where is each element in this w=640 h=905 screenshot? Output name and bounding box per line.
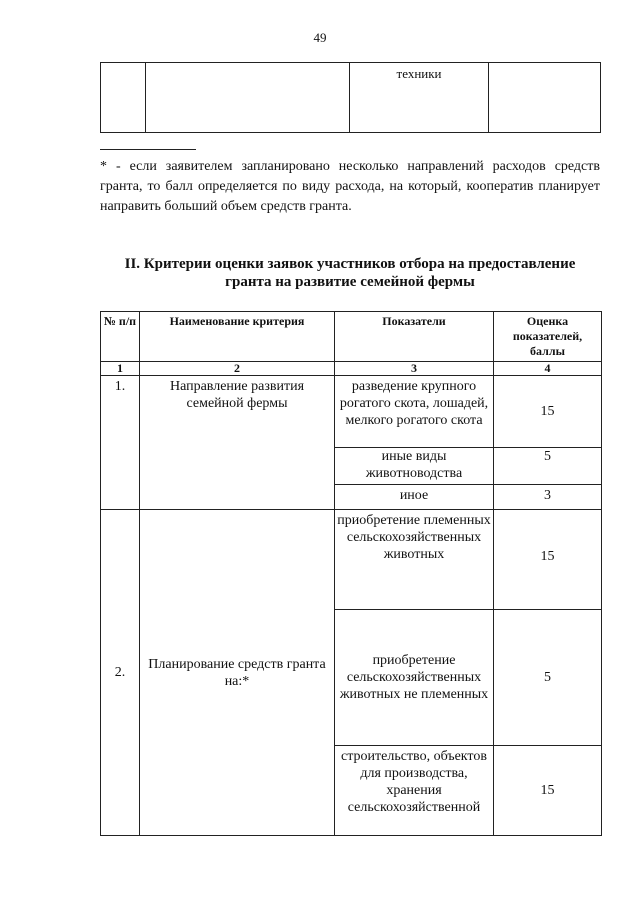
table-cell (145, 63, 350, 133)
table-cell (488, 63, 600, 133)
column-number: 2 (140, 362, 335, 376)
indicator: приобретение сельскохозяйственных животных не племенных (335, 610, 494, 746)
column-number: 3 (335, 362, 494, 376)
score: 15 (494, 746, 602, 836)
section-title-line2: гранта на развитие семейной фермы (225, 274, 475, 290)
score: 5 (494, 610, 602, 746)
header-name: Наименование критерия (140, 312, 335, 362)
header-num: № п/п (101, 312, 140, 362)
section-title-line1: II. Критерии оценки заявок участников отбора на предоставление (124, 256, 576, 272)
column-number: 4 (494, 362, 602, 376)
indicator: разведение крупного рогатого скота, лошадей, мелкого рогатого скота (335, 376, 494, 448)
indicator: строительство, объектов для производства, хранения сельскохозяйственной (335, 746, 494, 836)
table-row (101, 510, 602, 610)
criterion-name: Направление развития семейной фермы (140, 376, 335, 510)
row-num: 1. (101, 376, 140, 510)
header-score: Оценка показателей, баллы (494, 312, 602, 362)
table-header-row (101, 312, 602, 362)
indicator: иное (335, 485, 494, 510)
header-indicators: Показатели (335, 312, 494, 362)
column-number: 1 (101, 362, 140, 376)
criteria-table (100, 311, 602, 836)
table-cell (101, 63, 146, 133)
footnote: * - если заявителем запланировано несколько направлений расходов средств гранта, то балл определяется по виду расхода, на который, кооператив планирует направить больший объем средств гранта. (100, 159, 600, 214)
indicator: иные виды животноводства (335, 448, 494, 485)
footnote-separator (100, 149, 196, 150)
table-cell-technique: техники (350, 63, 488, 133)
score: 15 (494, 376, 602, 448)
section-title (100, 255, 600, 291)
column-number-row (101, 362, 602, 376)
continued-table (100, 62, 601, 133)
table-row (101, 376, 602, 448)
score: 5 (494, 448, 602, 485)
indicator: приобретение племенных сельскохозяйственных животных (335, 510, 494, 610)
page-number: 49 (313, 30, 327, 45)
score: 3 (494, 485, 602, 510)
score: 15 (494, 510, 602, 610)
criterion-name: Планирование средств гранта на:* (140, 510, 335, 836)
row-num: 2. (101, 510, 140, 836)
